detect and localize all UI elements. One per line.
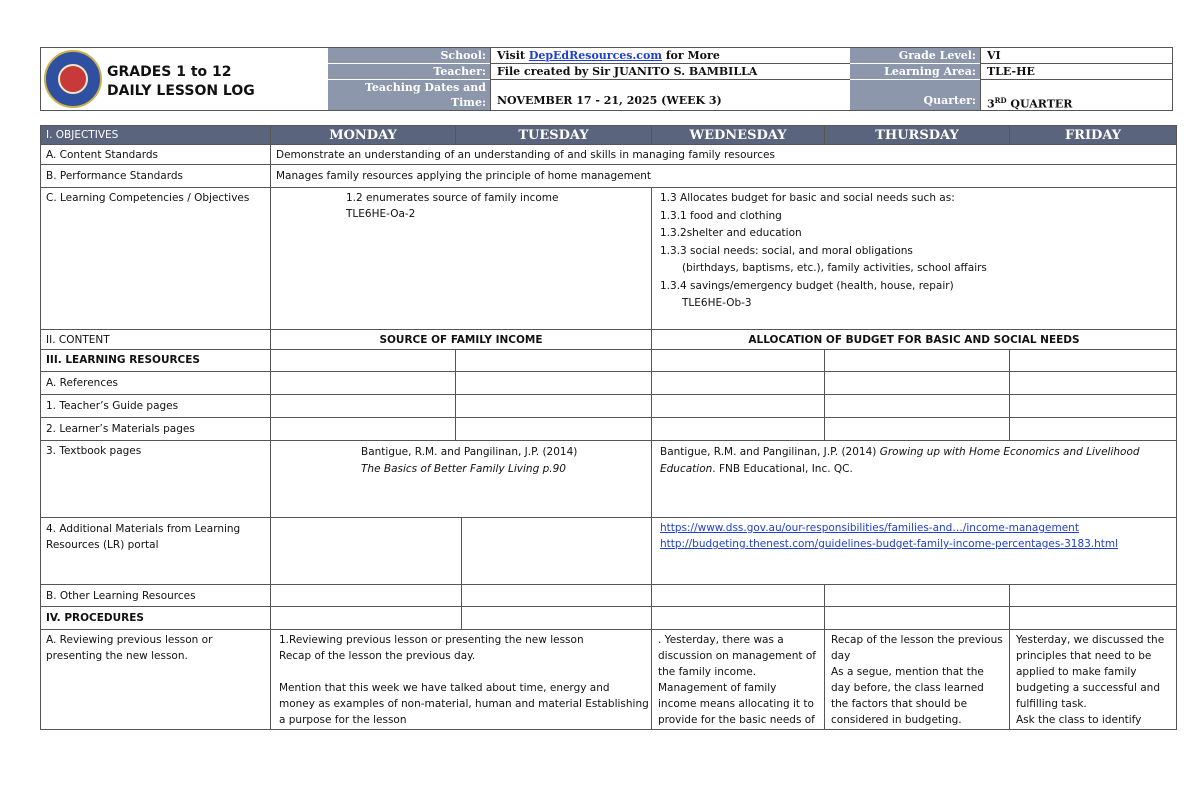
day-header-friday: FRIDAY [1010,126,1177,145]
review-wed-line: income means allocating it to [658,698,814,710]
additional-materials-label-1: 4. Additional Materials from Learning [46,523,241,535]
grade-level-label: Grade Level: [850,48,980,64]
procedures-monday [271,607,462,630]
resources-tuesday [456,350,652,372]
review-fri-line: Yesterday, we discussed the [1016,634,1165,646]
review-mt-line: money as examples of non-material, human and material Establishing [279,698,649,710]
school-value [490,48,850,64]
textbook-mt-title: The Basics of Better Family Living p.90 [361,463,566,475]
review-wed-line: Management of family [658,682,777,694]
resources-monday [271,350,456,372]
other-resources-friday [1010,585,1177,607]
quarter-text: QUARTER [1006,97,1073,111]
competency-mt-code: TLE6HE-Oa-2 [346,208,416,220]
resources-friday [1010,350,1177,372]
textbook-wf-title: Growing up with Home Economics and Livelihood [879,446,1140,458]
other-resources-tuesday [462,585,652,607]
review-friday [1010,630,1177,730]
performance-standards-label: B. Performance Standards [41,165,271,188]
additional-materials-monday [271,518,462,585]
review-mt-line [279,664,646,680]
competencies-label: C. Learning Competencies / Objectives [41,188,271,330]
title-line-2: DAILY LESSON LOG [107,83,255,99]
other-resources-label: B. Other Learning Resources [41,585,271,607]
review-thu-line: Recap of the lesson the previous [831,634,1003,646]
learners-materials-thursday [825,418,1010,441]
competency-monday-tuesday [271,188,652,330]
review-wed-line: the family income. [658,666,757,678]
textbook-wf-author: Bantigue, R.M. and Pangilinan, J.P. (2014) [660,446,880,458]
textbook-monday-tuesday [271,441,652,518]
competency-wf-line: 1.3.2shelter and education [660,227,802,239]
learners-materials-label: 2. Learner’s Materials pages [41,418,271,441]
references-thursday [825,372,1010,395]
competency-wf-line: 1.3 Allocates budget for basic and social needs such as: [660,192,955,204]
school-label: School: [328,48,490,64]
deped-resources-link[interactable]: DepEdResources.com [528,49,662,62]
resources-thursday [825,350,1010,372]
review-wednesday [652,630,825,730]
review-wed-line: . Yesterday, there was a [658,634,784,646]
competency-wf-line: 1.3.3 social needs: social, and moral obligations [660,244,913,257]
quarter-value [980,80,1172,110]
review-mt-line: a purpose for the lesson [279,714,407,726]
title-line-1: GRADES 1 to 12 [107,64,232,80]
review-mt-line: 1.Reviewing previous lesson or presenting the new lesson [279,634,584,646]
school-prefix: Visit [497,49,529,62]
review-fri-line: Ask the class to identify [1016,714,1142,726]
learning-area-label: Learning Area: [850,64,980,80]
procedures-tuesday [462,607,652,630]
page-title [107,63,307,101]
review-fri-line: applied to make family [1016,666,1137,678]
grade-level-value: VI [980,48,1172,64]
content-label: II. CONTENT [41,330,271,350]
teachers-guide-monday [271,395,456,418]
learning-resources-label: III. LEARNING RESOURCES [41,350,271,372]
school-suffix: for More [661,49,720,62]
learners-materials-friday [1010,418,1177,441]
teachers-guide-wednesday [652,395,825,418]
teachers-guide-thursday [825,395,1010,418]
deped-seal-logo [44,50,102,108]
review-wed-line: discussion on management of [658,650,816,662]
quarter-label: Quarter: [850,80,980,110]
procedures-thursday [825,607,1010,630]
review-thu-line: day before, the class learned [831,682,984,694]
learners-materials-monday [271,418,456,441]
content-wednesday-friday: ALLOCATION OF BUDGET FOR BASIC AND SOCIAL NEEDS [652,330,1177,350]
teachers-guide-tuesday [456,395,652,418]
competency-wf-code: TLE6HE-Ob-3 [682,297,752,309]
day-header-wednesday: WEDNESDAY [652,126,825,145]
references-wednesday [652,372,825,395]
content-standards-value: Demonstrate an understanding of an understanding of and skills in managing family resources [271,145,1177,165]
teacher-value: File created by Sir JUANITO S. BAMBILLA [490,64,850,80]
competency-mt-line: 1.2 enumerates source of family income [346,192,559,204]
references-tuesday [456,372,652,395]
textbook-wednesday-friday [652,441,1177,518]
dss-income-management-link[interactable]: https://www.dss.gov.au/our-responsibilities/families-and…/income-management [660,522,1079,534]
review-thu-line: As a segue, mention that the [831,666,984,678]
review-label-line-1: A. Reviewing previous lesson or [46,634,213,646]
dates-label [328,80,490,110]
procedures-friday [1010,607,1177,630]
review-fri-line: budgeting a successful and [1016,682,1161,694]
performance-standards-value: Manages family resources applying the principle of home management [271,165,1177,188]
competency-wednesday-friday [652,188,1177,330]
resources-wednesday [652,350,825,372]
additional-materials-tuesday [462,518,652,585]
additional-materials-label-2: Resources (LR) portal [46,539,159,551]
competency-wf-line: (birthdays, baptisms, etc.), family activities, school affairs [682,262,987,274]
teacher-label: Teacher: [328,64,490,80]
references-label: A. References [41,372,271,395]
other-resources-wednesday [652,585,825,607]
references-monday [271,372,456,395]
textbook-label: 3. Textbook pages [41,441,271,518]
textbook-mt-author: Bantigue, R.M. and Pangilinan, J.P. (2014) [361,446,578,458]
quarter-number: 3 [987,97,995,111]
review-wed-line: provide for the basic needs of [658,714,815,726]
review-mt-line: Mention that this week we have talked about time, energy and [279,682,610,694]
budgeting-thenest-link[interactable]: http://budgeting.thenest.com/guidelines-budget-family-income-percentages-3183.html [660,538,1119,550]
review-thursday [825,630,1010,730]
review-fri-line: principles that need to be [1016,650,1152,662]
teachers-guide-friday [1010,395,1177,418]
day-header-thursday: THURSDAY [825,126,1010,145]
learners-materials-wednesday [652,418,825,441]
review-fri-line: fulfilling task. [1016,698,1087,710]
other-resources-thursday [825,585,1010,607]
day-header-tuesday: TUESDAY [456,126,652,145]
dates-label-line-1: Teaching Dates and [364,81,486,94]
competency-wf-line: 1.3.4 savings/emergency budget (health, house, repair) [660,279,954,292]
review-mt-line: Recap of the lesson the previous day. [279,650,476,662]
content-monday-tuesday: SOURCE OF FAMILY INCOME [271,330,652,350]
additional-materials-wednesday-friday [652,518,1177,585]
references-friday [1010,372,1177,395]
textbook-wf-publisher: . FNB Educational, Inc. QC. [712,463,853,475]
seal-center [58,64,88,94]
objectives-header: I. OBJECTIVES [41,126,271,145]
review-thu-line: considered in budgeting. [831,714,962,726]
review-monday-tuesday [271,630,652,730]
procedures-label: IV. PROCEDURES [41,607,271,630]
dates-label-line-2: Time: [450,96,486,109]
competency-wf-line: 1.3.1 food and clothing [660,209,782,222]
other-resources-monday [271,585,462,607]
textbook-wf-title-cont: Education [660,463,713,475]
dates-value: NOVEMBER 17 - 21, 2025 (WEEK 3) [490,80,850,110]
review-lesson-label [41,630,271,730]
learners-materials-tuesday [456,418,652,441]
review-label-line-2: presenting the new lesson. [46,650,188,662]
additional-materials-label [41,518,271,585]
teachers-guide-label: 1. Teacher’s Guide pages [41,395,271,418]
review-thu-line: day [831,650,851,662]
day-header-monday: MONDAY [271,126,456,145]
procedures-wednesday [652,607,825,630]
content-standards-label: A. Content Standards [41,145,271,165]
learning-area-value: TLE-HE [980,64,1172,80]
review-thu-line: the factors that should be [831,698,968,710]
quarter-suffix: RD [994,96,1007,105]
